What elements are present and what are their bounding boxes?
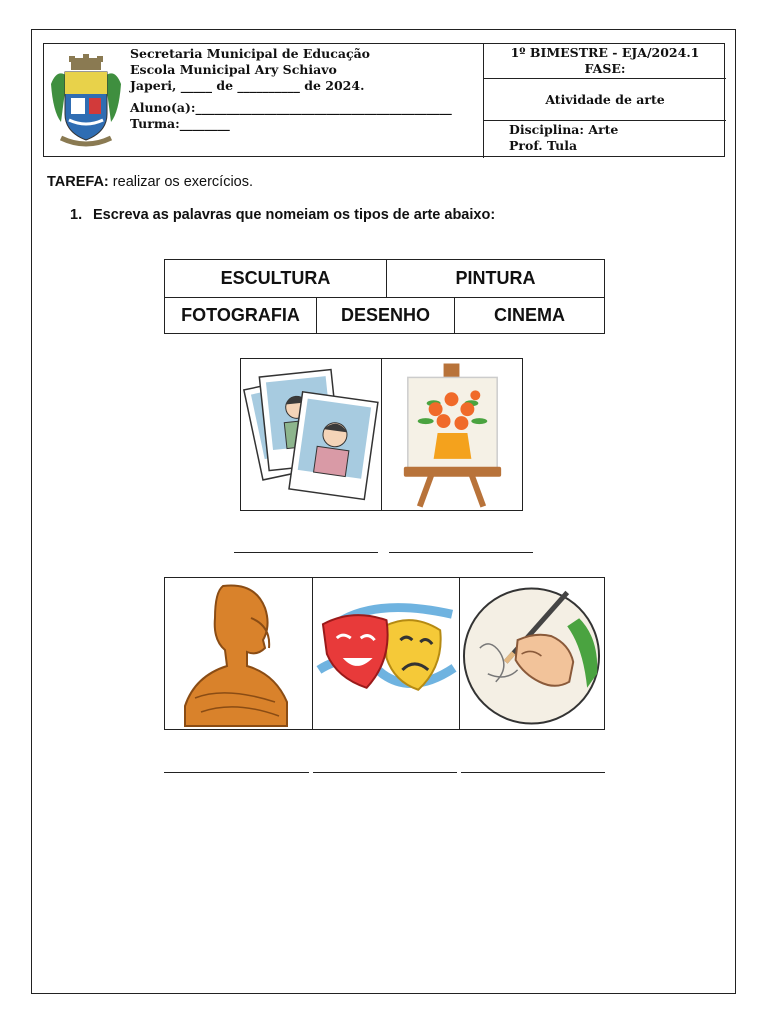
answer-line-5[interactable]: [461, 772, 605, 773]
answer-line-4[interactable]: [313, 772, 457, 773]
easel-painting-illustration: [381, 359, 522, 510]
word-desenho: DESENHO: [316, 297, 454, 334]
hand-drawing-icon: [460, 578, 604, 729]
photographs-illustration: [241, 359, 381, 510]
word-bank-row: [165, 297, 604, 334]
school-info: [130, 46, 525, 132]
date-line[interactable]: Japeri, _____ de __________ de 2024.: [130, 78, 365, 93]
answer-line-2[interactable]: [389, 552, 533, 553]
atividade-text: Atividade de arte: [484, 79, 726, 121]
bust-sculpture-illustration: [165, 578, 312, 729]
question-text: Escreva as palavras que nomeiam os tipos de arte abaixo:: [93, 207, 496, 223]
escola-text: Escola Municipal Ary Schiavo: [130, 62, 337, 77]
easel-icon: [382, 359, 522, 510]
bimestre-cell: [484, 43, 726, 79]
professor-text: Prof. Tula: [509, 138, 578, 153]
word-bank-row: [165, 260, 604, 298]
bust-sculpture-icon: [165, 578, 312, 729]
disciplina-text: Disciplina: Arte: [509, 122, 619, 137]
word-pintura: PINTURA: [386, 260, 604, 297]
discipline-cell: [484, 121, 726, 154]
theater-masks-illustration: [312, 578, 459, 729]
fase-text[interactable]: FASE:: [584, 61, 626, 76]
municipal-crest-icon: [47, 52, 125, 152]
task-text: realizar os exercícios.: [112, 174, 254, 190]
word-escultura: ESCULTURA: [220, 268, 331, 288]
question-1: [70, 207, 495, 223]
task-instruction: [47, 174, 253, 190]
answer-line-3[interactable]: [164, 772, 309, 773]
word-fotografia: FOTOGRAFIA: [181, 305, 300, 325]
theater-masks-icon: [313, 578, 459, 729]
image-row-1: [240, 358, 523, 511]
hand-drawing-illustration: [459, 578, 604, 729]
question-number: 1.: [70, 207, 83, 223]
word-bank-table: [164, 259, 605, 334]
secretaria-text: Secretaria Municipal de Educação: [130, 46, 371, 61]
task-label: TAREFA:: [47, 174, 109, 190]
aluno-field[interactable]: Aluno(a):_________________________________________: [130, 100, 452, 115]
word-cinema: CINEMA: [454, 297, 604, 334]
image-row-2: [164, 577, 605, 730]
bimestre-text: 1º BIMESTRE - EJA/2024.1: [510, 45, 700, 60]
answer-line-1[interactable]: [234, 552, 378, 553]
photographs-icon: [241, 359, 381, 510]
header-box: [43, 43, 725, 157]
header-right-column: [483, 43, 726, 158]
turma-field[interactable]: Turma:________: [130, 116, 230, 131]
